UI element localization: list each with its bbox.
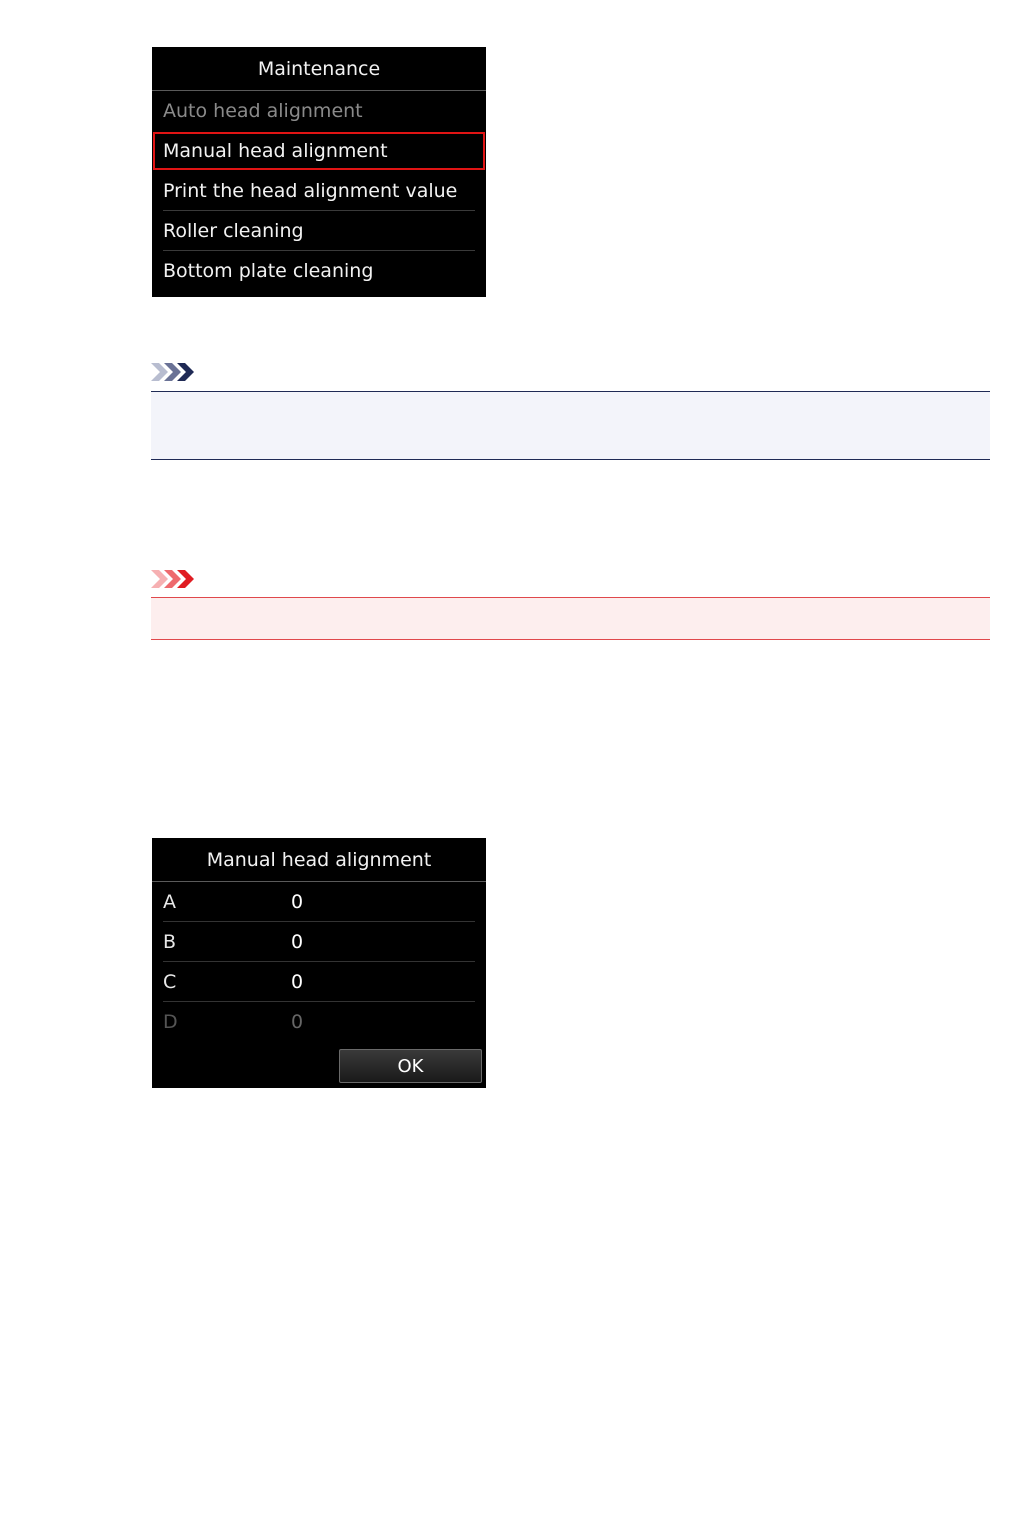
menu-item-label: Bottom plate cleaning xyxy=(163,260,374,282)
alignment-row-c[interactable] xyxy=(152,962,486,1002)
menu-item-label: Manual head alignment xyxy=(163,140,388,162)
alignment-row-d[interactable] xyxy=(152,1002,486,1042)
note-chevrons-icon xyxy=(151,362,201,382)
alignment-row-letter: B xyxy=(163,931,177,953)
manual-head-alignment-screen xyxy=(152,838,486,1088)
menu-item-label: Roller cleaning xyxy=(163,220,304,242)
note-box xyxy=(151,391,990,460)
menu-item-roller-cleaning[interactable] xyxy=(152,211,486,251)
menu-item-bottom-plate-cleaning[interactable] xyxy=(152,251,486,291)
ok-button[interactable]: OK xyxy=(339,1049,482,1083)
important-chevrons-icon xyxy=(151,569,201,589)
menu-item-manual-head-alignment[interactable] xyxy=(152,131,486,171)
alignment-row-letter: D xyxy=(163,1011,178,1033)
important-box xyxy=(151,597,990,640)
alignment-row-value: 0 xyxy=(291,971,304,993)
alignment-row-value: 0 xyxy=(291,891,304,913)
alignment-row-letter: C xyxy=(163,971,177,993)
menu-item-print-head-alignment-value[interactable] xyxy=(152,171,486,211)
maintenance-screen-title: Maintenance xyxy=(152,47,486,91)
menu-item-label: Print the head alignment value xyxy=(163,180,458,202)
alignment-row-letter: A xyxy=(163,891,176,913)
alignment-row-value: 0 xyxy=(291,931,304,953)
manual-alignment-screen-title: Manual head alignment xyxy=(152,838,486,882)
maintenance-screen xyxy=(152,47,486,297)
menu-item-auto-head-alignment[interactable] xyxy=(152,91,486,131)
menu-item-label: Auto head alignment xyxy=(163,100,363,122)
alignment-row-b[interactable] xyxy=(152,922,486,962)
alignment-row-value: 0 xyxy=(291,1011,304,1033)
alignment-row-a[interactable] xyxy=(152,882,486,922)
